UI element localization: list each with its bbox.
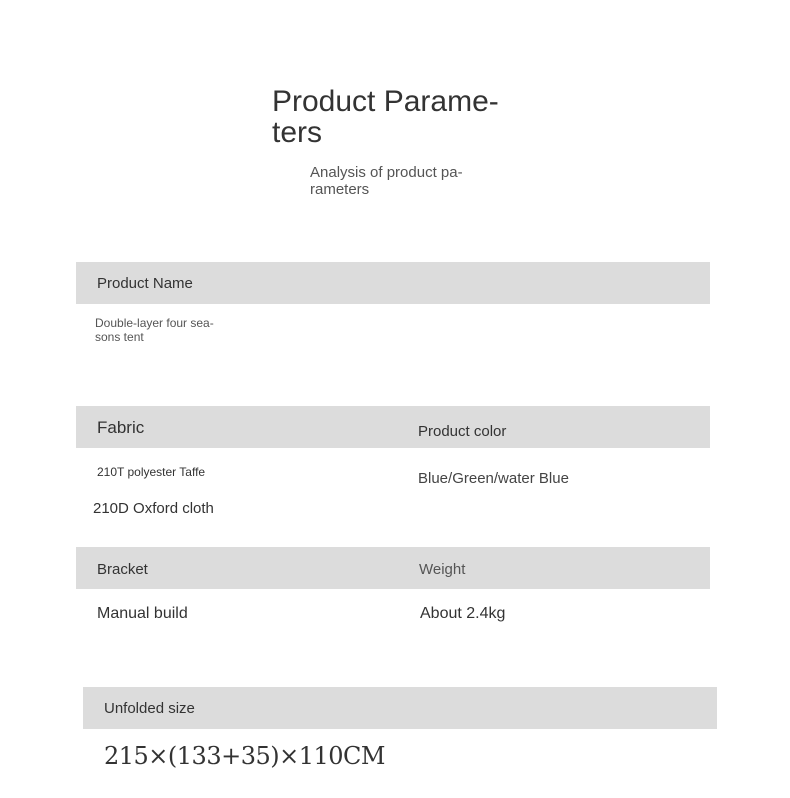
weight-label: Weight (419, 561, 466, 578)
bracket-label: Bracket (97, 561, 148, 578)
fabric-label: Fabric (97, 418, 145, 437)
unfolded-size-label: Unfolded size (104, 700, 195, 717)
unfolded-size-value: 215×(133+35)×110CM (104, 742, 385, 770)
product-name-value: Double-layer four sea- sons tent (95, 316, 214, 344)
bracket-value: Manual build (97, 605, 188, 622)
product-name-label: Product Name (97, 275, 193, 292)
product-color-value: Blue/Green/water Blue (418, 470, 569, 487)
fabric-value-line1: 210T polyester Taffe (97, 465, 206, 479)
product-color-label: Product color (418, 423, 507, 440)
bracket-weight-header-bar (76, 547, 710, 589)
weight-value: About 2.4kg (420, 605, 506, 622)
page-subtitle: Analysis of product pa- rameters (310, 164, 463, 198)
page-title: Product Parame- ters (272, 85, 499, 149)
fabric-value-line2: 210D Oxford cloth (93, 500, 214, 517)
fabric-color-header-bar (76, 406, 710, 448)
